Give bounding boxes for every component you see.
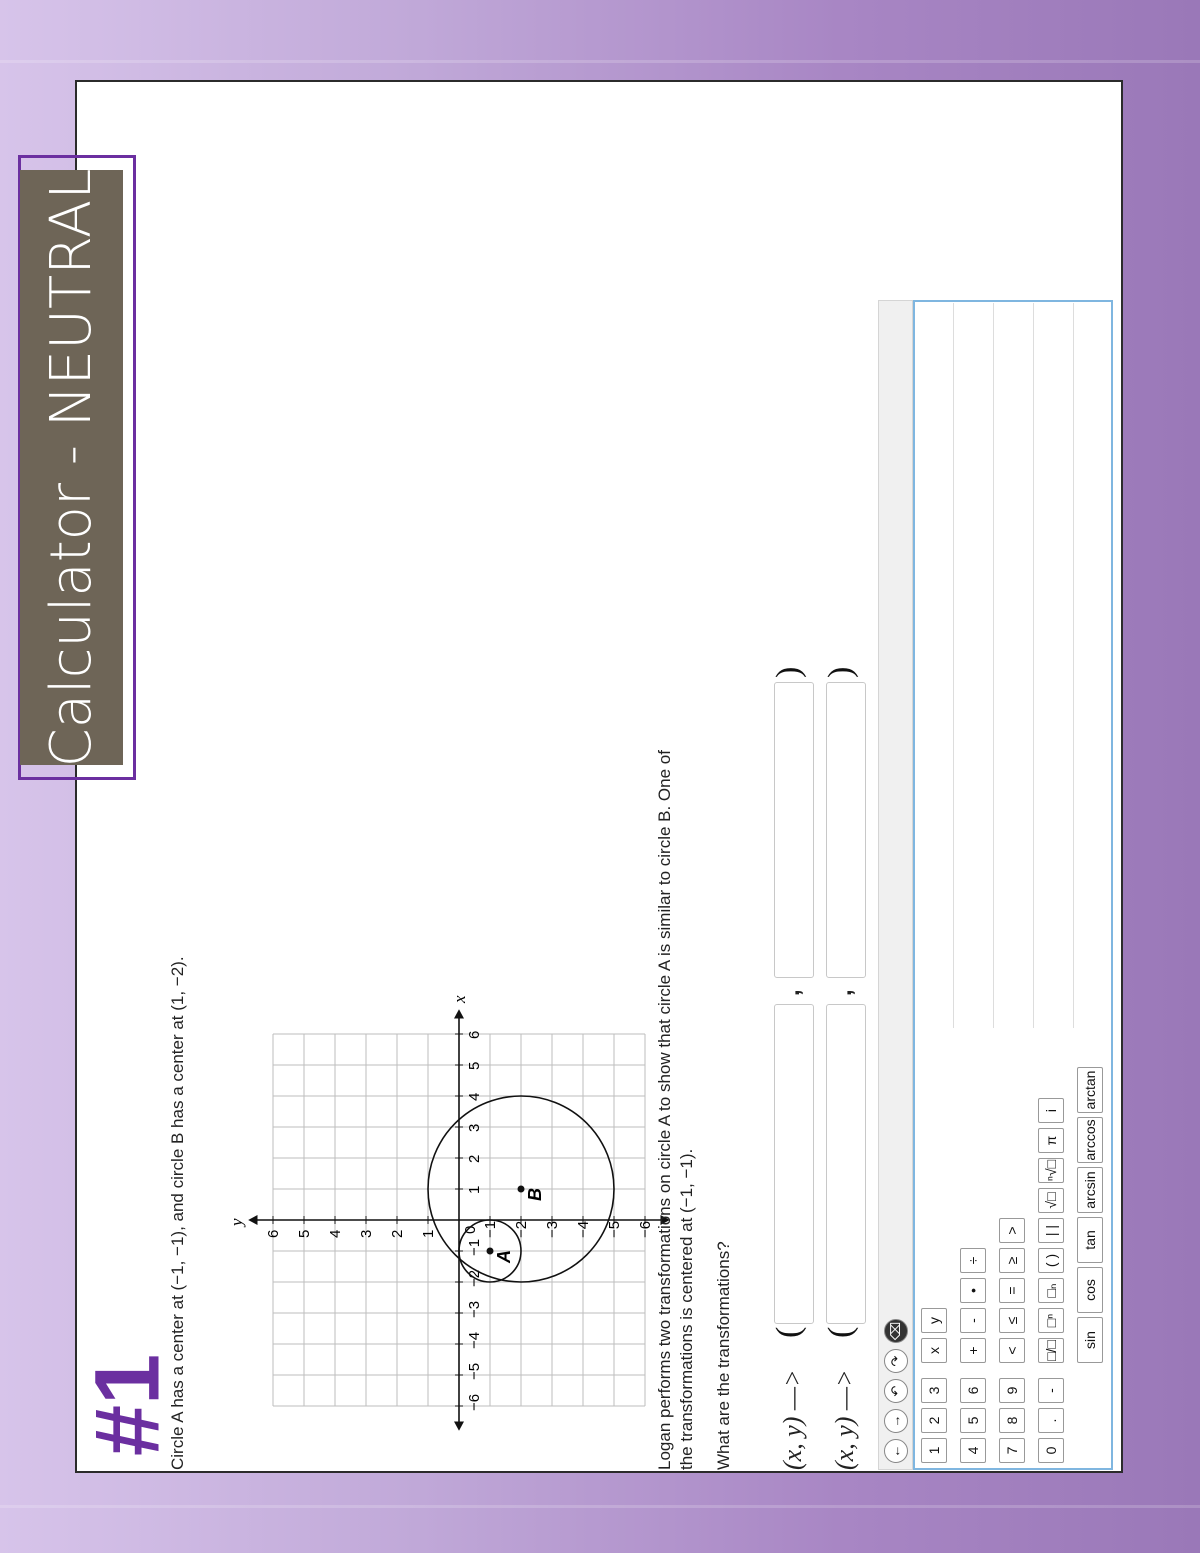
key-arctan[interactable]: arctan <box>1077 1067 1103 1113</box>
key-6[interactable]: 6 <box>960 1378 986 1403</box>
key-arccos[interactable]: arccos <box>1077 1117 1103 1163</box>
key-3[interactable]: 3 <box>921 1378 947 1403</box>
y-tick-label: 1 <box>420 1229 437 1238</box>
key-4[interactable]: 4 <box>960 1438 986 1463</box>
x-axis-arrow <box>454 1009 464 1018</box>
origin-label: 0 <box>462 1225 479 1234</box>
x-axis-label: x <box>450 995 469 1003</box>
answer-2-y-field[interactable] <box>826 682 866 978</box>
key-template[interactable]: π <box>1038 1128 1064 1153</box>
key-tan[interactable]: tan <box>1077 1217 1103 1263</box>
key-8[interactable]: 8 <box>999 1408 1025 1433</box>
circle-a-center-point <box>487 1248 494 1255</box>
answer-row-2 <box>822 666 868 1470</box>
redo-icon[interactable]: ↷ <box>884 1349 908 1373</box>
x-tick-label: −6 <box>466 1393 483 1411</box>
x-tick-label: −4 <box>466 1331 483 1349</box>
divider <box>953 303 954 1028</box>
x-tick-label: −3 <box>466 1300 483 1318</box>
question-number: #1 <box>76 1353 179 1457</box>
equation-editor <box>878 300 1113 1470</box>
comma: , <box>830 989 857 996</box>
y-tick-label: −3 <box>544 1220 561 1238</box>
y-tick-label: 2 <box>389 1229 406 1238</box>
divider <box>993 303 994 1028</box>
x-tick-label: 6 <box>466 1030 483 1039</box>
answer-row-2-lhs: (x, y) —> <box>830 1369 859 1470</box>
question-content <box>168 190 1128 1470</box>
editor-keypad <box>917 1035 1112 1465</box>
x-tick-label: 1 <box>466 1185 483 1194</box>
divider <box>1033 303 1034 1028</box>
undo-icon[interactable]: ↶ <box>884 1379 908 1403</box>
key-relation[interactable]: < <box>999 1338 1025 1363</box>
key-op[interactable]: + <box>960 1338 986 1363</box>
key-5[interactable]: 5 <box>960 1408 986 1433</box>
delete-icon[interactable]: ⌫ <box>884 1319 908 1343</box>
key-template[interactable]: ⁿ√□ <box>1038 1158 1064 1183</box>
circle-b-label: B <box>525 1188 545 1201</box>
x-tick-label: 4 <box>466 1092 483 1101</box>
key-template[interactable]: □ⁿ <box>1038 1308 1064 1333</box>
y-tick-label: 3 <box>358 1229 375 1238</box>
key-template[interactable]: | | <box>1038 1218 1064 1243</box>
open-paren: ( <box>822 1326 859 1338</box>
question-body: Logan performs two transformations on circle A to show that circle A is similar to circle B. One of the transformations is centered at (−1, −1). <box>655 750 696 1470</box>
open-paren: ( <box>770 1326 807 1338</box>
answer-1-y-field[interactable] <box>774 682 814 978</box>
x-tick-label: 5 <box>466 1061 483 1070</box>
key-2[interactable]: 2 <box>921 1408 947 1433</box>
coordinate-graph <box>226 910 676 1450</box>
editor-input-area[interactable] <box>913 300 1113 1470</box>
key-9[interactable]: 9 <box>999 1378 1025 1403</box>
key-op[interactable]: • <box>960 1278 986 1303</box>
key-template[interactable]: ( ) <box>1038 1248 1064 1273</box>
divider <box>1073 303 1074 1028</box>
y-tick-label: −6 <box>637 1220 654 1238</box>
question-intro: Circle A has a center at (−1, −1), and circle B has a center at (1, −2). <box>168 956 187 1470</box>
key-0[interactable]: 0 <box>1038 1438 1064 1463</box>
y-axis-label: y <box>227 1218 246 1226</box>
key-op[interactable]: ÷ <box>960 1248 986 1273</box>
key-1[interactable]: 1 <box>921 1438 947 1463</box>
circle-a-label: A <box>494 1250 514 1263</box>
x-tick-label: 3 <box>466 1123 483 1132</box>
key-template[interactable]: √□ <box>1038 1188 1064 1213</box>
y-tick-label: −1 <box>482 1220 499 1238</box>
key-arcsin[interactable]: arcsin <box>1077 1167 1103 1213</box>
graph-axes <box>227 995 670 1431</box>
y-tick-label: −2 <box>513 1220 530 1238</box>
close-paren: ) <box>770 666 807 678</box>
answer-1-x-field[interactable] <box>774 1004 814 1324</box>
key-template[interactable]: □/□ <box>1038 1338 1064 1363</box>
x-tick-label: −2 <box>466 1269 483 1287</box>
key-sin[interactable]: sin <box>1077 1317 1103 1363</box>
key-relation[interactable]: = <box>999 1278 1025 1303</box>
decor-line <box>0 60 1200 63</box>
key-cos[interactable]: cos <box>1077 1267 1103 1313</box>
circle-b-center-point <box>518 1186 525 1193</box>
key--[interactable]: - <box>1038 1378 1064 1403</box>
key-relation[interactable]: > <box>999 1218 1025 1243</box>
editor-toolbar <box>878 300 913 1470</box>
key-7[interactable]: 7 <box>999 1438 1025 1463</box>
key-template[interactable]: i <box>1038 1098 1064 1123</box>
decor-line <box>0 1505 1200 1508</box>
y-tick-label: 5 <box>296 1229 313 1238</box>
key-relation[interactable]: ≥ <box>999 1248 1025 1273</box>
close-paren: ) <box>822 666 859 678</box>
arrow-left-icon[interactable]: ← <box>884 1439 908 1463</box>
y-tick-label: 4 <box>327 1229 344 1238</box>
y-tick-label: −4 <box>575 1220 592 1238</box>
y-axis-arrow <box>248 1215 257 1225</box>
slide-title: Calculator - NEUTRAL <box>39 168 104 768</box>
x-axis-arrow <box>454 1422 464 1431</box>
x-tick-label: −1 <box>466 1238 483 1256</box>
arrow-right-icon[interactable]: → <box>884 1409 908 1433</box>
y-tick-label: 6 <box>265 1229 282 1238</box>
key-relation[interactable]: ≤ <box>999 1308 1025 1333</box>
x-tick-label: 2 <box>466 1154 483 1163</box>
key-var-x[interactable]: x <box>921 1338 947 1363</box>
comma: , <box>778 989 805 996</box>
y-tick-label: −5 <box>606 1220 623 1238</box>
answer-row-1-lhs: (x, y) —> <box>778 1369 807 1470</box>
answer-row-1 <box>770 666 816 1470</box>
x-tick-label: −5 <box>466 1362 483 1380</box>
key-template[interactable]: □ₙ <box>1038 1278 1064 1303</box>
question-prompt: What are the transformations? <box>714 1241 733 1470</box>
key-var-y[interactable]: y <box>921 1308 947 1333</box>
key-.[interactable]: . <box>1038 1408 1064 1433</box>
answer-2-x-field[interactable] <box>826 1004 866 1324</box>
key-op[interactable]: - <box>960 1308 986 1333</box>
